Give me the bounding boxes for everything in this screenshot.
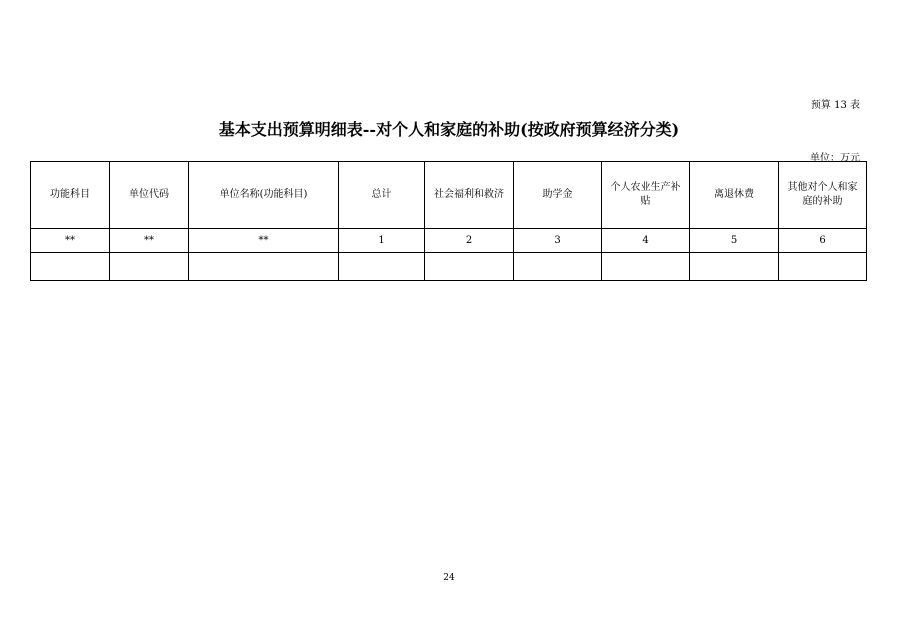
column-header-total: 总计 bbox=[339, 162, 425, 229]
table-row bbox=[31, 229, 867, 253]
column-header-function-subject: 功能科目 bbox=[31, 162, 110, 229]
table-cell bbox=[31, 253, 110, 281]
table-cell: 1 bbox=[339, 229, 425, 253]
table-cell bbox=[110, 253, 189, 281]
table-cell bbox=[425, 253, 514, 281]
page-title: 基本支出预算明细表--对个人和家庭的补助(按政府预算经济分类) bbox=[218, 120, 680, 139]
table-cell bbox=[779, 253, 867, 281]
form-number: 预算 13 表 bbox=[810, 100, 860, 111]
table-cell: ** bbox=[110, 229, 189, 253]
table-cell bbox=[690, 253, 779, 281]
table-cell: 6 bbox=[779, 229, 867, 253]
table-cell: ** bbox=[189, 229, 339, 253]
table-cell: 3 bbox=[514, 229, 602, 253]
column-header-unit-code: 单位代码 bbox=[110, 162, 189, 229]
column-header-social-welfare: 社会福利和救济 bbox=[425, 162, 514, 229]
column-header-student-aid: 助学金 bbox=[514, 162, 602, 229]
table-cell bbox=[602, 253, 690, 281]
table-row bbox=[31, 253, 867, 281]
table-cell bbox=[514, 253, 602, 281]
column-header-other-subsidies: 其他对个人和家庭的补助 bbox=[779, 162, 867, 229]
table-cell: ** bbox=[31, 229, 110, 253]
unit-label: 单位：万元 bbox=[810, 153, 860, 164]
page-number: 24 bbox=[443, 573, 455, 583]
table-cell: 5 bbox=[690, 229, 779, 253]
table-cell: 2 bbox=[425, 229, 514, 253]
column-header-retirement: 离退休费 bbox=[690, 162, 779, 229]
table-cell bbox=[189, 253, 339, 281]
table-header-row bbox=[31, 162, 867, 229]
budget-table bbox=[30, 161, 867, 281]
column-header-agricultural-subsidy: 个人农业生产补贴 bbox=[602, 162, 690, 229]
column-header-unit-name: 单位名称(功能科目) bbox=[189, 162, 339, 229]
table-cell: 4 bbox=[602, 229, 690, 253]
table-cell bbox=[339, 253, 425, 281]
